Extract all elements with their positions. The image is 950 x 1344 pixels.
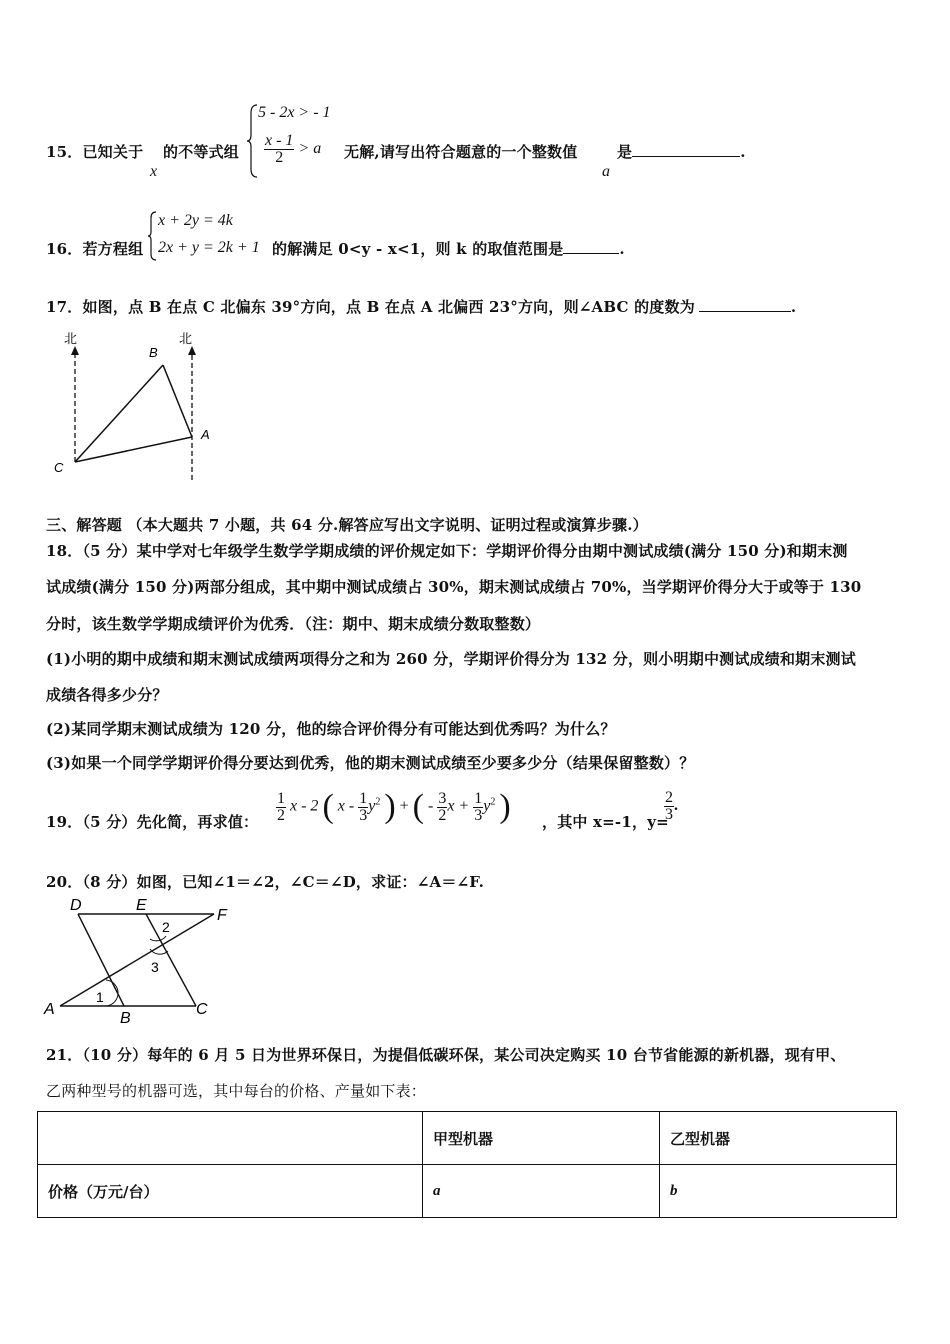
q17-north-arrow-a — [188, 346, 196, 355]
q19-paren-open2: ( — [412, 788, 424, 825]
q18-part1a: (1)小明的期中成绩和期末测试成绩两项得分之和为 260 分，学期评价得分为 132 分，则小明期中测试成绩和期末测试 — [46, 650, 856, 668]
q20-angle-label-2: 2 — [162, 919, 170, 935]
q19-paren-open1: ( — [322, 788, 334, 825]
q20-text: 20．（8 分）如图，已知∠1＝∠2，∠C＝∠D，求证：∠A＝∠F. — [46, 873, 485, 891]
q19-frac1-den: 2 — [277, 806, 285, 824]
q19-y-value — [664, 790, 678, 823]
q20-label-e: E — [136, 897, 147, 914]
q18-part3: (3)如果一个同学学期评价得分要达到优秀，他的期末测试成绩至少要多少分（结果保留整数）？ — [46, 754, 695, 772]
q19-tail: ，其中 x=-1，y= — [542, 813, 669, 831]
table-row — [38, 1165, 897, 1218]
table-header-cell: 甲型机器 — [423, 1112, 660, 1165]
q19-sq1: 2 — [375, 796, 381, 808]
q19-frac2-num: 1 — [359, 789, 368, 807]
q19-sq2: 2 — [490, 796, 496, 808]
q19-minus: - — [428, 797, 434, 815]
q16-tail-text: 的解满足 0<y - x<1，则 k 的取值范围是 — [272, 240, 564, 258]
q18-part2: (2)某同学期末测试成绩为 120 分，他的综合评价得分有可能达到优秀吗？为什么？ — [46, 720, 616, 738]
q17-segment-cb — [75, 365, 163, 462]
q19-y2: y — [483, 797, 491, 815]
q15-ineq2-den: 2 — [275, 149, 284, 166]
q16-tail — [272, 238, 625, 259]
q15-answer-blank — [632, 142, 740, 157]
q16-brace — [148, 210, 158, 262]
q20-label-b: B — [120, 1010, 131, 1027]
q15-var-a: a — [602, 163, 610, 180]
q20-label-f: F — [217, 907, 227, 924]
q16-eq1: x + 2y = 4k — [158, 212, 233, 229]
q15-ineq2-num: x - 1 — [265, 132, 294, 149]
q19-plus: + — [399, 797, 409, 815]
q15-ineq2-rhs: > a — [298, 140, 322, 158]
q17-label-b: B — [149, 345, 158, 360]
table-cell-value: a — [423, 1165, 660, 1218]
q19-frac3-num: 3 — [438, 789, 447, 807]
q18-line3: 分时，该生数学学期成绩评价为优秀．（注：期中、期末成绩分数取整数） — [46, 615, 541, 633]
table-header-cell — [38, 1112, 423, 1165]
q17-text-body: 17．如图，点 B 在点 C 北偏东 39°方向，点 B 在点 A 北偏西 23°方向，则∠ABC 的度数为 — [46, 298, 695, 316]
q17-segment-ca — [75, 437, 192, 462]
q15-mid: 的不等式组 — [163, 143, 240, 161]
table-cell-value: b — [660, 1165, 897, 1218]
q17-label-c: C — [54, 460, 64, 475]
q16-answer-blank — [563, 239, 619, 254]
q17-figure — [46, 328, 226, 488]
q15-end-text: 是 — [617, 143, 633, 161]
q15-var-x: x — [150, 163, 158, 180]
q19-paren-close2: ) — [499, 788, 511, 825]
q18-line1: 18．（5 分）某中学对七年级学生数学学期成绩的评价规定如下：学期评价得分由期中测试成绩(满分 150 分)和期末测 — [46, 542, 848, 560]
q18-part1b: 成绩各得多少分？ — [46, 686, 168, 704]
q19-frac1-num: 1 — [277, 789, 285, 807]
q20-angle-arc1 — [104, 980, 118, 1006]
q19-period: . — [674, 797, 678, 815]
q19-frac4-den: 3 — [474, 806, 483, 824]
q20-angle-label-1: 1 — [96, 989, 104, 1005]
q19-part1: x - 2 — [290, 797, 319, 815]
section3-title: 三、解答题 （本大题共 7 小题，共 64 分.解答应写出文字说明、证明过程或演算步骤.） — [46, 516, 648, 534]
q17-text — [46, 296, 796, 317]
q15-lead: 15．已知关于 — [46, 143, 144, 161]
q17-segment-ba — [163, 365, 192, 437]
q15-ineq2 — [264, 133, 321, 166]
q17-answer-blank — [699, 297, 791, 312]
q20-label-d: D — [70, 897, 82, 914]
q16-lead: 16．若方程组 — [46, 240, 144, 258]
q20-angle-label-3: 3 — [151, 959, 159, 975]
q19-expression — [276, 788, 511, 826]
q15-period: . — [740, 143, 746, 161]
q20-label-c: C — [196, 1001, 208, 1018]
table-cell-label: 价格（万元/台） — [38, 1165, 423, 1218]
q15-ineq1: 5 - 2x > - 1 — [258, 104, 331, 121]
machine-table — [37, 1111, 897, 1218]
q19-part2: x - — [337, 797, 355, 815]
q19-frac3-den: 2 — [438, 806, 447, 824]
q19-paren-close1: ) — [384, 788, 396, 825]
q19-lead: 19．（5 分）先化简，再求值： — [46, 813, 259, 831]
q15-end — [617, 141, 746, 162]
q15-tail: 无解,请写出符合题意的一个整数值 — [344, 143, 578, 161]
q21-line1: 21．（10 分）每年的 6 月 5 日为世界环保日，为提倡低碳环保，某公司决定购买 10 台节省能源的新机器，现有甲、 — [46, 1046, 846, 1064]
q19-part3: x + — [447, 797, 470, 815]
table-header-row — [38, 1112, 897, 1165]
q21-line2: 乙两种型号的机器可选，其中每台的价格、产量如下表： — [46, 1082, 427, 1100]
q19-frac5-num: 2 — [665, 789, 673, 806]
q19-frac4-num: 1 — [474, 789, 483, 807]
q20-line-af — [60, 914, 214, 1006]
table-header-cell: 乙型机器 — [660, 1112, 897, 1165]
q16-eq2: 2x + y = 2k + 1 — [158, 239, 260, 256]
q17-north-arrow-c — [71, 346, 79, 355]
q19-frac2-den: 3 — [359, 806, 368, 824]
q17-north1-label: 北 — [64, 331, 78, 346]
q20-label-a: A — [44, 1001, 55, 1018]
q19-y1: y — [368, 797, 376, 815]
q20-figure — [40, 894, 240, 1028]
q19-frac5-den: 3 — [665, 806, 673, 823]
q18-line2: 试成绩(满分 150 分)两部分组成，其中期中测试成绩占 30%，期末测试成绩占 70%，当学期评价得分大于或等于 130 — [46, 578, 862, 596]
q17-north2-label: 北 — [179, 331, 193, 346]
q17-label-a: A — [201, 427, 210, 442]
q16-period: . — [619, 240, 625, 258]
q17-period: . — [790, 298, 797, 316]
